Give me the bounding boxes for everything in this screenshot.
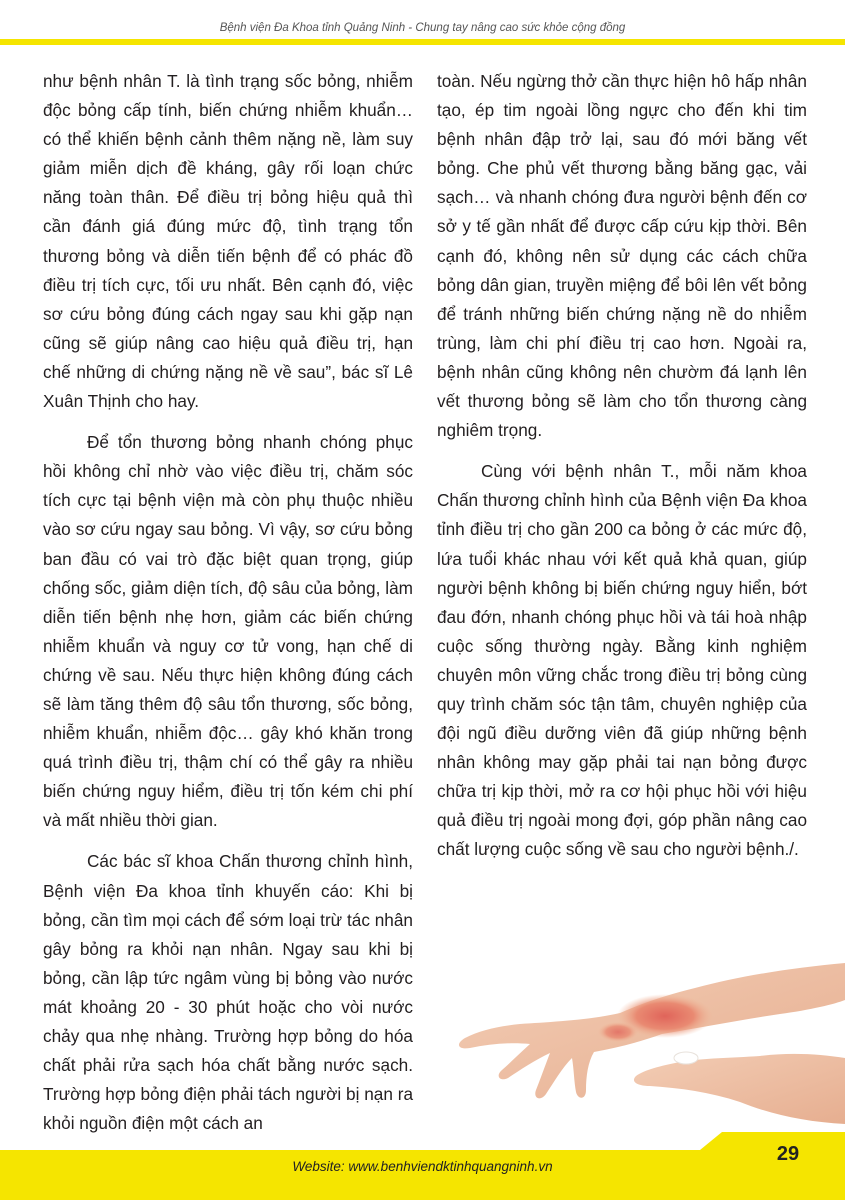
page-number: 29 xyxy=(776,1143,800,1165)
cream-dollop xyxy=(674,1052,698,1064)
right-paragraph-1: toàn. Nếu ngừng thở cần thực hiện hô hấp nhân tạo, ép tim ngoài lồng ngực cho đến khi tim bệnh nhân đập trở lại, sau đó mới băng vết bỏng. Che phủ vết thương bằng băng gạc, vải sạch… và nhanh chóng đưa người bệnh đến cơ sở y tế gần nhất để được cấp cứu kịp thời. Bên cạnh đó, không nên sử dụng các cách chữa bỏng dân gian, truyền miệng để bôi lên vết bỏng để tránh những biến chứng nặng nề do nhiễm trùng, làm chi phí điều trị cao hơn. Ngoài ra, bệnh nhân cũng không nên chườm đá lạnh lên vết thương bỏng sẽ làm cho tổn thương càng nghiêm trọng. xyxy=(437,71,807,441)
left-paragraph-1: như bệnh nhân T. là tình trạng sốc bỏng, nhiễm độc bỏng cấp tính, biến chứng nhiễm khuẩn… có thể khiến bệnh cảnh thêm nặng nề, làm suy giảm miễn dịch đề kháng, gây rối loạn chức năng toàn thân. Để điều trị bỏng hiệu quả thì cần đánh giá đúng mức độ, tình trạng tổn thương bỏng và diễn tiến bệnh để có phác đồ điều trị tích cực, tối ưu nhất. Bên cạnh đó, việc sơ cứu bỏng đúng cách ngay sau khi gặp nạn cũng sẽ giúp nâng cao hiệu quả điều trị, hạn chế những di chứng nặng nề về sau”, bác sĩ Lê Xuân Thịnh cho hay. xyxy=(43,71,413,412)
header-rule xyxy=(0,39,845,45)
burned-hand-photo xyxy=(440,958,845,1130)
left-paragraph-2: Để tổn thương bỏng nhanh chóng phục hồi không chỉ nhờ vào việc điều trị, chăm sóc tích cực tại bệnh viện mà còn phụ thuộc nhiều vào sơ cứu ngay sau bỏng. Vì vậy, sơ cứu bỏng ban đầu có vai trò đặc biệt quan trọng, giúp chống sốc, giảm diện tích, độ sâu của bỏng, làm diễn tiến bệnh nhẹ hơn, giảm các biến chứng nhiễm khuẩn và nguy cơ tử vong, hạn chế di chứng về sau. Nếu thực hiện không đúng cách sẽ làm tăng thêm độ sâu tổn thương, sốc bỏng, nhiễm khuẩn, nhiễm độc… gây khó khăn trong quá trình điều trị, thậm chí có thể gây ra nhiều biến chứng nguy hiểm, điều trị tốn kém chi phí và mất nhiều thời gian. xyxy=(43,432,413,831)
left-paragraph-3: Các bác sĩ khoa Chấn thương chỉnh hình, Bệnh viện Đa khoa tỉnh khuyến cáo: Khi bị bỏng, cần tìm mọi cách để sớm loại trừ tác nhân gây bỏng ra khỏi nạn nhân. Ngay sau khi bị bỏng, cần lập tức ngâm vùng bị bỏng vào nước mát khoảng 20 - 30 phút hoặc cho vòi nước chảy qua nhẹ nhàng. Trường hợp bỏng do hóa chất phải rửa sạch hóa chất bằng nước sạch. Trường hợp bỏng điện phải tách người bị nạn ra khỏi nguồn điện một cách an xyxy=(43,851,413,1134)
footer-website: Website: www.benhviendktinhquangninh.vn xyxy=(292,1159,553,1174)
supporting-hand-shape xyxy=(634,1054,845,1124)
right-column xyxy=(437,67,807,877)
right-paragraph-2: Cùng với bệnh nhân T., mỗi năm khoa Chấn thương chỉnh hình của Bệnh viện Đa khoa tỉnh điều trị cho gần 200 ca bỏng ở các mức độ, lứa tuổi khác nhau với kết quả khả quan, giúp người bệnh không bị biến chứng nguy hiển, bớt đau đớn, nhanh chóng phục hồi và tái hoà nhập cuộc sống thường ngày. Bằng kinh nghiệm chuyên môn vững chắc trong điều trị bỏng cùng quy trình chăm sóc tận tâm, chuyên nghiệp của đội ngũ điều dưỡng viên đã giúp những bệnh nhân không may gặp phải tai nạn bỏng được chữa trị kịp thời, mở ra cơ hội phục hồi với hiệu quả điều trị ngoài mong đợi, góp phần nâng cao chất lượng cuộc sống về sau cho người bệnh./. xyxy=(437,461,807,860)
left-column xyxy=(43,67,413,1150)
running-header: Bệnh viện Đa Khoa tỉnh Quảng Ninh - Chung tay nâng cao sức khỏe cộng đồng xyxy=(219,22,626,34)
